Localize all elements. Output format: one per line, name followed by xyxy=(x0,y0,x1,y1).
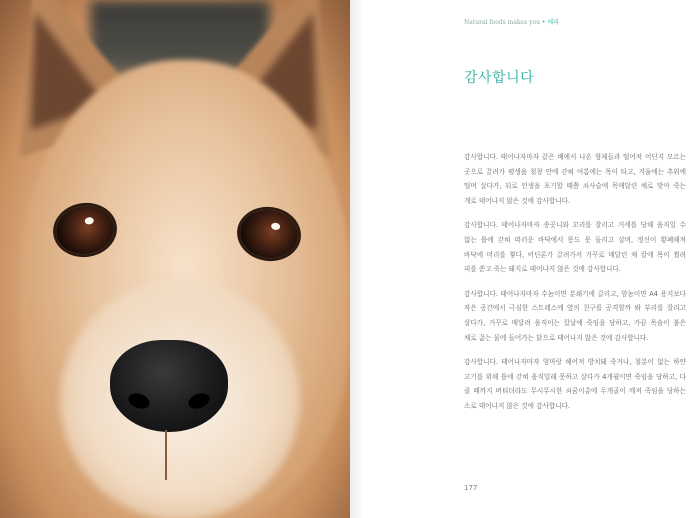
page-title: 감사합니다 xyxy=(464,70,535,86)
paragraph-2: 감사합니다. 태어나자마자 송곳니와 꼬리를 잘리고 거세를 당해 움직일 수 없는 틀에 갇혀 떠러운 바닥에서 똥도 못 돌리고 살며, 정신이 황폐해져 바닥에 머리를 찧다, 어딘론가 끌려가서 거꾸로 매달린 채 칼에 목이 찔려 피를 쏟고 죽는 돼지로 태어나지 않은 것에 감사합니다. xyxy=(464,221,686,274)
paragraph-4: 감사합니다. 태어나자마자 엄마랑 헤어져 방치돼 죽거나, 철분이 없는 하얀 고기를 위해 틀에 갇혀 움직일래 못하고 살다가 4개월이면 죽임을 당하고, 다 클 때까지 버티더라도 무시무시한 쇠꿈이총에 두개골이 깨져 죽임을 당하는 소로 태어나지 않은 것에 감사합니다. xyxy=(464,358,686,410)
running-head-text: Natural foods makes you xyxy=(464,19,540,26)
running-head-accent: • 해피 xyxy=(541,19,559,26)
paragraph-1: 감사합니다. 태어나자마자 같은 배에서 나온 형제들과 떨어져 어딘지 모르는 곳으로 끌려가 평생을 철창 안에 갇혀 여름에는 목이 타고, 겨울에는 추위에 떨며 살다가, 뒤로 인생을 포기할 때쯤 쇠사슬에 목매달린 채로 맞아 죽는 개로 태어나지 않은 것에 감사합니다. xyxy=(464,153,686,205)
text-page xyxy=(350,0,700,518)
dog-right-nostril xyxy=(186,391,211,412)
body-text xyxy=(464,150,686,424)
running-head xyxy=(464,17,559,26)
dog-mouth-line xyxy=(165,430,167,480)
paragraph-3: 감사합니다. 태어나자마자 수놈이면 분쇄기에 갈리고, 암놈이면 A4 용지보다 작은 공간에서 극심한 스트레스에 옆의 친구를 공격할까 봐 부리를 잘리고 살다가, 거꾸로 매달려 움직이는 칼날에 죽임을 당하고, 가끔 목숨이 붙은 채로 끓는 물에 들어가는 닭으로 태어나지 않은 것에 감사합니다. xyxy=(464,289,686,342)
dog-left-nostril xyxy=(126,391,151,412)
page-number: 177 xyxy=(464,484,478,492)
dog-nose xyxy=(110,340,228,432)
